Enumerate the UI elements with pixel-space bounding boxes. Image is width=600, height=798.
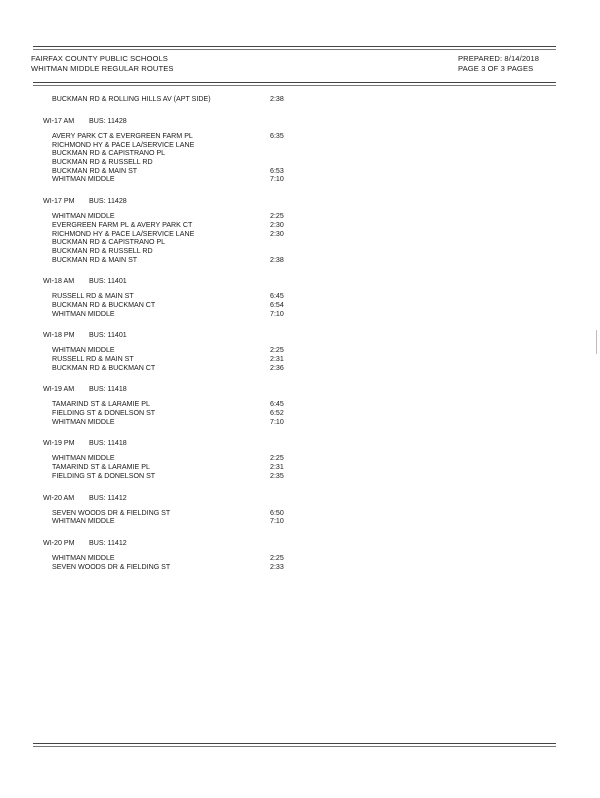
stop-time: 2:33 xyxy=(270,562,284,571)
stop-row xyxy=(0,409,600,418)
page-number: PAGE 3 OF 3 PAGES xyxy=(458,63,534,73)
stop-list xyxy=(0,346,600,372)
bottom-rule xyxy=(33,743,556,744)
stop-time: 2:25 xyxy=(270,553,284,562)
stop-name: WHITMAN MIDDLE xyxy=(52,454,115,463)
stop-name: BUCKMAN RD & RUSSELL RD xyxy=(52,246,153,255)
stop-time: 7:10 xyxy=(270,417,284,426)
stop-list xyxy=(0,454,600,480)
stop-name: BUCKMAN RD & BUCKMAN CT xyxy=(52,363,156,372)
stop-row xyxy=(0,175,600,184)
stop-row xyxy=(0,212,600,221)
stop-list xyxy=(0,554,600,571)
stop-time: 6:50 xyxy=(270,508,284,517)
stop-name: RICHMOND HY & PACE LA/SERVICE LANE xyxy=(52,140,195,149)
route-id: WI-17 PM xyxy=(43,197,75,206)
route-section xyxy=(0,384,600,426)
header-left xyxy=(31,54,174,73)
stop-list xyxy=(0,400,600,426)
bus-number: BUS: 11418 xyxy=(89,385,127,394)
stop-time: 2:38 xyxy=(270,95,284,103)
route-section xyxy=(0,276,600,318)
stop-time: 2:38 xyxy=(270,255,284,264)
stop-row xyxy=(0,256,600,265)
stop-row xyxy=(0,554,600,563)
stop-row xyxy=(0,463,600,472)
stop-row xyxy=(0,346,600,355)
route-id: WI-20 AM xyxy=(43,493,75,502)
stop-row xyxy=(0,400,600,409)
stop-row xyxy=(0,149,600,158)
route-header xyxy=(0,196,600,206)
document-subtitle: WHITMAN MIDDLE REGULAR ROUTES xyxy=(31,63,174,73)
stop-list xyxy=(0,132,600,184)
stop-row xyxy=(0,238,600,247)
stop-time: 2:31 xyxy=(270,355,284,363)
bus-number: BUS: 11401 xyxy=(89,277,127,286)
stop-name: WHITMAN MIDDLE xyxy=(52,346,115,355)
stop-row xyxy=(0,221,600,230)
stop-name: WHITMAN MIDDLE xyxy=(52,212,115,221)
stop-list xyxy=(0,292,600,318)
stop-row xyxy=(0,472,600,481)
bus-number: BUS: 11412 xyxy=(89,538,127,547)
stop-time: 2:25 xyxy=(270,454,284,463)
stop-name: TAMARIND ST & LARAMIE PL xyxy=(52,400,150,409)
route-section xyxy=(0,196,600,264)
stop-row xyxy=(0,247,600,256)
stop-name: BUCKMAN RD & CAPISTRANO PL xyxy=(52,149,166,158)
stop-time: 2:25 xyxy=(270,346,284,355)
scan-edge-mark xyxy=(596,330,597,354)
stop-time: 6:54 xyxy=(270,300,284,309)
stop-row xyxy=(0,292,600,301)
stop-list xyxy=(0,212,600,264)
stop-name: FIELDING ST & DONELSON ST xyxy=(52,471,156,480)
stop-time: 2:30 xyxy=(270,220,284,229)
stop-time: 7:10 xyxy=(270,175,284,184)
stop-row xyxy=(0,158,600,167)
route-section xyxy=(0,538,600,571)
top-rule xyxy=(33,46,556,47)
stop-name: BUCKMAN RD & ROLLING HILLS AV (APT SIDE) xyxy=(52,95,211,103)
stop-time: 2:25 xyxy=(270,212,284,221)
route-header xyxy=(0,493,600,503)
stop-name: BUCKMAN RD & RUSSELL RD xyxy=(52,158,153,167)
stop-row xyxy=(0,310,600,319)
stop-time: 2:31 xyxy=(270,463,284,472)
bus-number: BUS: 11428 xyxy=(89,117,127,125)
stop-time: 2:35 xyxy=(270,471,284,480)
stop-row xyxy=(0,563,600,572)
header-rule-thin xyxy=(33,85,556,86)
route-id: WI-18 PM xyxy=(43,331,75,340)
stop-name: WHITMAN MIDDLE xyxy=(52,175,115,184)
stop-name: RUSSELL RD & MAIN ST xyxy=(52,292,134,301)
route-id: WI-20 PM xyxy=(43,538,75,547)
stop-time: 7:10 xyxy=(270,309,284,318)
stop-name: WHITMAN MIDDLE xyxy=(52,553,115,562)
route-header xyxy=(0,538,600,548)
stop-name: RUSSELL RD & MAIN ST xyxy=(52,355,134,363)
stop-name: BUCKMAN RD & BUCKMAN CT xyxy=(52,300,156,309)
routes-list xyxy=(0,94,600,571)
stop-row xyxy=(0,141,600,150)
stop-name: BUCKMAN RD & CAPISTRANO PL xyxy=(52,238,166,247)
stop-time: 6:45 xyxy=(270,292,284,301)
bus-number: BUS: 11401 xyxy=(89,331,127,340)
stop-row xyxy=(0,509,600,518)
route-id: WI-18 AM xyxy=(43,277,75,286)
stop-time: 6:53 xyxy=(270,166,284,175)
route-header xyxy=(0,384,600,394)
stop-time: 7:10 xyxy=(270,517,284,526)
continued-stop-row xyxy=(0,94,600,104)
stop-name: RICHMOND HY & PACE LA/SERVICE LANE xyxy=(52,229,195,238)
routes-container xyxy=(0,116,600,571)
stop-time: 6:45 xyxy=(270,400,284,409)
stop-name: AVERY PARK CT & EVERGREEN FARM PL xyxy=(52,132,193,140)
prepared-date: PREPARED: 8/14/2018 xyxy=(458,54,540,63)
stop-time: 6:35 xyxy=(270,132,284,140)
stop-name: BUCKMAN RD & MAIN ST xyxy=(52,166,138,175)
stop-row xyxy=(0,132,600,141)
route-section xyxy=(0,116,600,184)
route-section xyxy=(0,493,600,526)
header-rule xyxy=(33,82,556,83)
stop-row xyxy=(0,364,600,373)
stop-time: 2:36 xyxy=(270,363,284,372)
stop-name: WHITMAN MIDDLE xyxy=(52,309,115,318)
stop-name: TAMARIND ST & LARAMIE PL xyxy=(52,463,150,472)
bottom-rule-thin xyxy=(33,746,556,747)
stop-name: WHITMAN MIDDLE xyxy=(52,417,115,426)
route-id: WI-19 AM xyxy=(43,385,75,394)
stop-row xyxy=(0,517,600,526)
header-right xyxy=(458,54,539,73)
route-header xyxy=(0,116,600,126)
route-section xyxy=(0,330,600,372)
top-rule-thin xyxy=(33,49,556,50)
stop-list xyxy=(0,509,600,526)
route-header xyxy=(0,330,600,340)
stop-row xyxy=(0,301,600,310)
route-header xyxy=(0,276,600,286)
bus-number: BUS: 11418 xyxy=(89,439,127,448)
route-id: WI-17 AM xyxy=(43,117,75,125)
bus-number: BUS: 11412 xyxy=(89,493,127,502)
stop-name: EVERGREEN FARM PL & AVERY PARK CT xyxy=(52,220,193,229)
stop-time: 6:52 xyxy=(270,409,284,418)
route-section xyxy=(0,438,600,480)
route-id: WI-19 PM xyxy=(43,439,75,448)
stop-row xyxy=(0,167,600,176)
stop-name: SEVEN WOODS DR & FIELDING ST xyxy=(52,508,171,517)
route-header xyxy=(0,438,600,448)
stop-name: BUCKMAN RD & MAIN ST xyxy=(52,255,138,264)
stop-row xyxy=(0,230,600,239)
stop-row xyxy=(0,418,600,427)
stop-name: SEVEN WOODS DR & FIELDING ST xyxy=(52,562,171,571)
stop-name: FIELDING ST & DONELSON ST xyxy=(52,409,156,418)
bus-number: BUS: 11428 xyxy=(89,197,127,206)
stop-row xyxy=(0,355,600,364)
stop-time: 2:30 xyxy=(270,229,284,238)
org-name: FAIRFAX COUNTY PUBLIC SCHOOLS xyxy=(31,54,168,63)
stop-row xyxy=(0,454,600,463)
stop-name: WHITMAN MIDDLE xyxy=(52,517,115,526)
